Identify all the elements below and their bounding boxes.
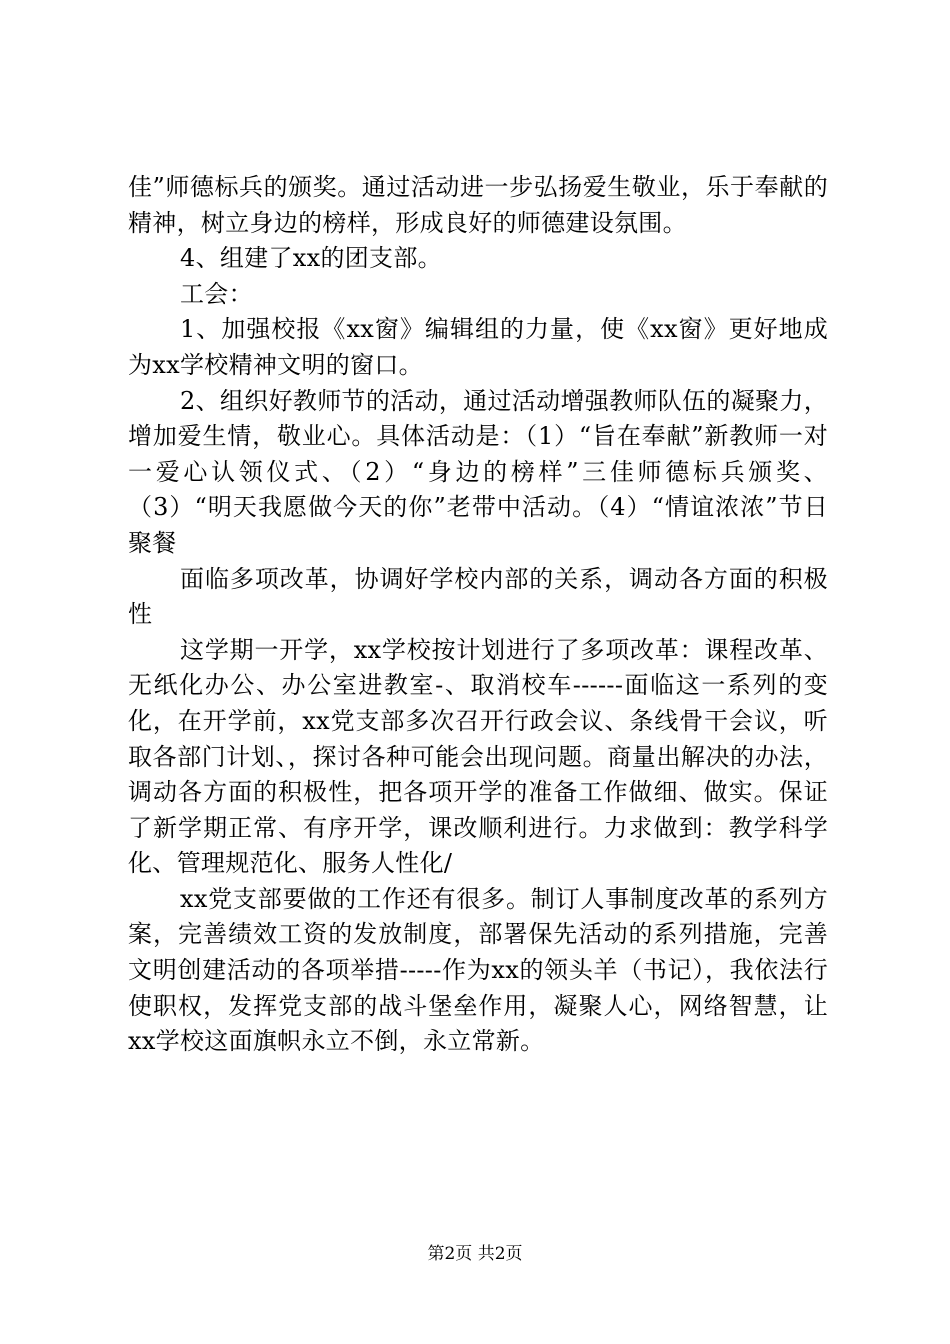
paragraph-6: 面临多项改革，协调好学校内部的关系，调动各方面的积极性 — [128, 564, 828, 629]
document-body — [128, 170, 828, 1060]
paragraph-3: 工会： — [180, 279, 253, 308]
page-number-footer: 第2页 共2页 — [427, 1244, 523, 1264]
paragraph-7: 这学期一开学，xx学校按计划进行了多项改革：课程改革、无纸化办公、办公室进教室-、取消校车------面临这一系列的变化，在开学前，xx党支部多次召开行政会议、条线骨干会议，听取各部门计划、，探讨各种可能会出现问题。商量出解决的办法，调动各方面的积极性，把各项开学的准备工作做细、做实。保证了新学期正常、有序开学，课改顺利进行。力求做到：教学科学化、管理规范化、服务人性化/ — [128, 635, 828, 878]
paragraph-2: 4、组建了xx的团支部。 — [180, 244, 442, 273]
paragraph-5: 2、组织好教师节的活动，通过活动增强教师队伍的凝聚力，增加爱生情，敬业心。具体活动是：（1）“旨在奉献”新教师一对一爱心认领仪式、（2）“身边的榜样”三佳师德标兵颁奖、（3）“明天我愿做今天的你”老带中活动。（4）“情谊浓浓”节日聚餐 — [128, 386, 828, 557]
paragraph-4: 1、加强校报《xx窗》编辑组的力量，使《xx窗》更好地成为xx学校精神文明的窗口。 — [128, 315, 828, 379]
paragraph-8: xx党支部要做的工作还有很多。制订人事制度改革的系列方案，完善绩效工资的发放制度，部署保先活动的系列措施，完善文明创建活动的各项举措-----作为xx的领头羊（书记），我依法行使职权，发挥党支部的战斗堡垒作用，凝聚人心，网络智慧，让xx学校这面旗帜永立不倒，永立常新。 — [128, 884, 828, 1056]
paragraph-1: 佳”师德标兵的颁奖。通过活动进一步弘扬爱生敬业，乐于奉献的精神，树立身边的榜样，形成良好的师德建设氛围。 — [128, 173, 828, 237]
